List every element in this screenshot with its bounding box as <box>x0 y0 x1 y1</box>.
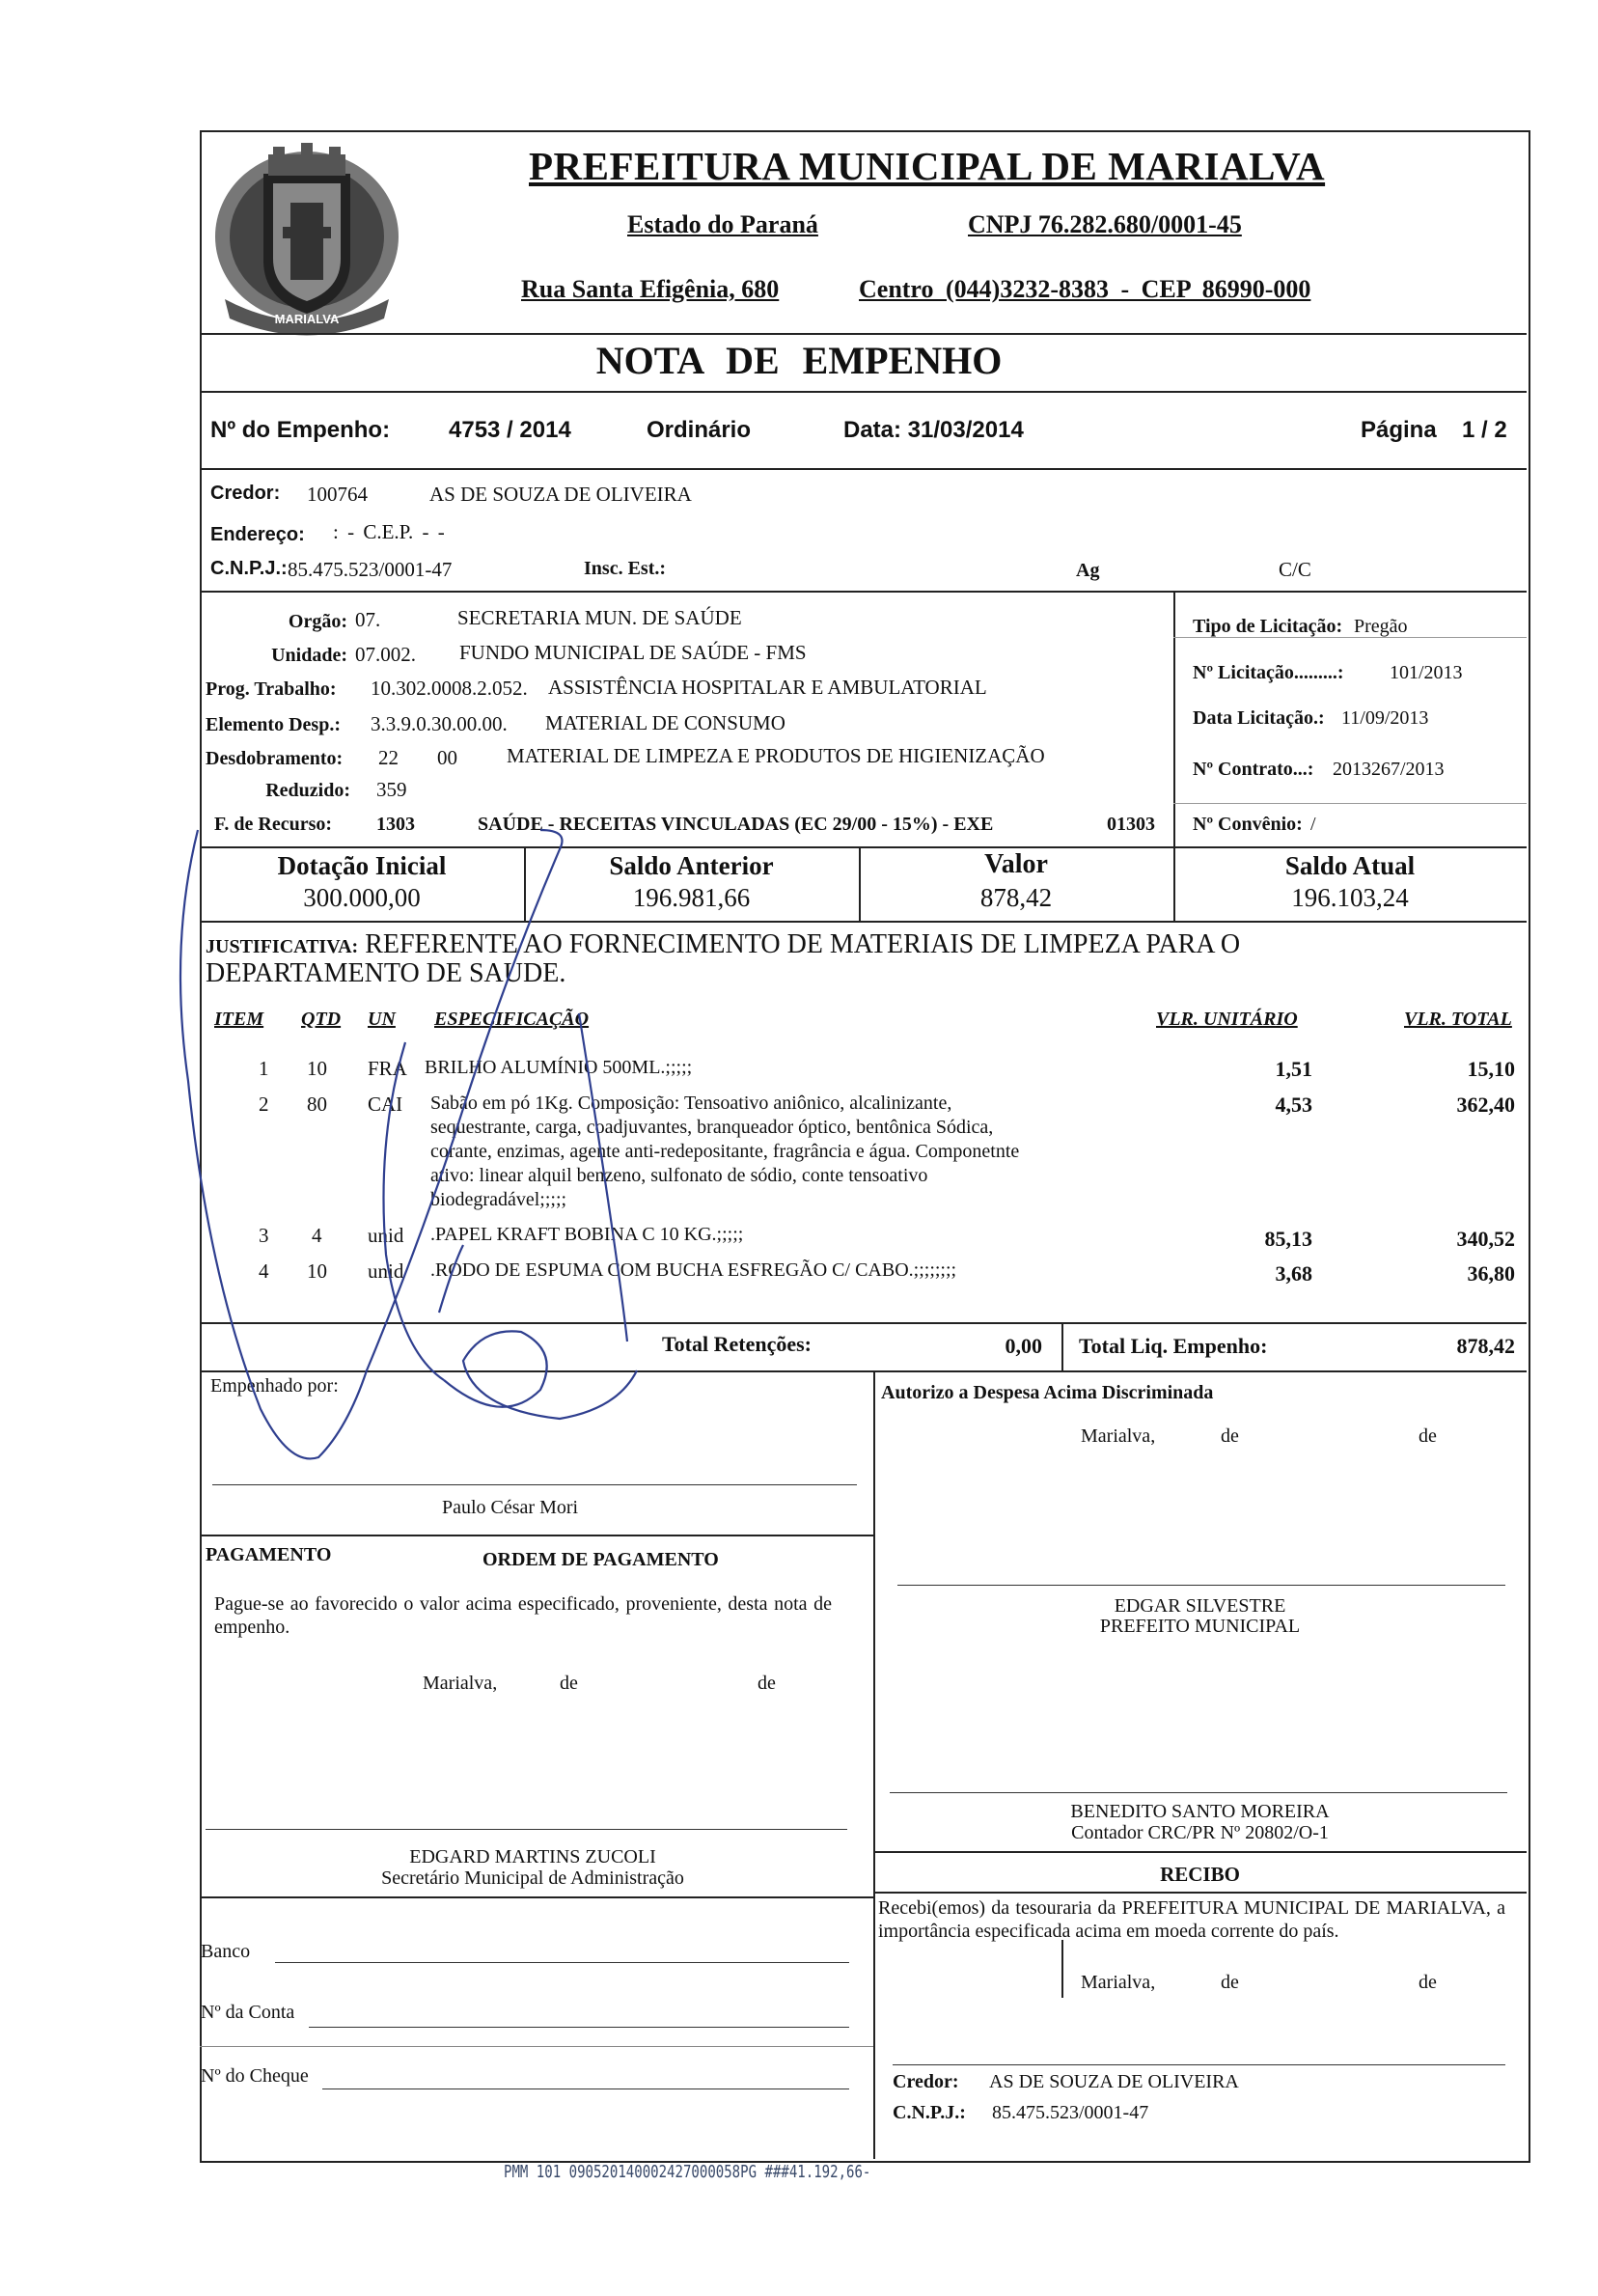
divider <box>1173 637 1527 638</box>
signature-line <box>890 1792 1507 1793</box>
data-licitacao-value: 11/09/2013 <box>1341 707 1429 729</box>
num-licitacao-value: 101/2013 <box>1390 662 1463 683</box>
divider <box>200 1535 873 1536</box>
banco-field <box>275 1962 849 1963</box>
pagamento-label: PAGAMENTO <box>206 1544 332 1565</box>
col-spec: ESPECIFICAÇÃO <box>434 1009 590 1030</box>
cnpj-value: 85.475.523/0001-47 <box>288 558 453 581</box>
divider <box>873 1892 1527 1894</box>
credor-footer-cnpj-label: C.N.P.J.: <box>893 2102 966 2123</box>
divider <box>200 468 1527 470</box>
elemento-name: MATERIAL DE CONSUMO <box>545 711 785 734</box>
cheque-label: Nº do Cheque <box>201 2065 309 2087</box>
header-cnpj: CNPJ 76.282.680/0001-45 <box>968 210 1242 238</box>
item-spec-line: biodegradável;;;;; <box>430 1189 567 1210</box>
municipality-title: PREFEITURA MUNICIPAL DE MARIALVA <box>529 144 1326 188</box>
retencoes-value: 0,00 <box>1005 1334 1042 1358</box>
insc-est-label: Insc. Est.: <box>584 558 667 579</box>
item-spec-line: ativo: linear alquil benzeno, sulfonato de sódio, conte tensoativo <box>430 1165 928 1186</box>
saldo-atual-label: Saldo Atual <box>1284 851 1416 880</box>
item-spec-line: .RODO DE ESPUMA COM BUCHA ESFREGÃO C/ CABO.;;;;;;;; <box>430 1259 957 1281</box>
signature-line <box>897 1585 1505 1586</box>
item-number: 4 <box>259 1259 269 1283</box>
convenio-value: / <box>1310 814 1316 835</box>
signature-line <box>212 1484 857 1485</box>
saldo-atual-value: 196.103,24 <box>1291 883 1409 912</box>
justificativa-line2: DEPARTAMENTO DE SAUDE. <box>206 958 566 988</box>
recibo-city: Marialva, <box>1081 1972 1156 1993</box>
header-address: Centro (044)3232-8383 - CEP 86990-000 <box>859 275 1311 303</box>
prog-code: 10.302.0008.2.052. <box>371 677 528 700</box>
empenho-label: Nº do Empenho: <box>210 417 391 443</box>
conta-field <box>309 2027 849 2028</box>
conta-label: Nº da Conta <box>201 2002 295 2023</box>
contrato-value: 2013267/2013 <box>1333 759 1445 780</box>
recibo-de2: de <box>1419 1972 1437 1993</box>
col-item: ITEM <box>214 1009 264 1030</box>
credor-footer-label: Credor: <box>893 2071 959 2092</box>
contador-title: Contador CRC/PR Nº 20802/O-1 <box>1071 1822 1329 1843</box>
empenho-type: Ordinário <box>647 417 752 443</box>
col-unit: VLR. UNITÁRIO <box>1156 1009 1298 1030</box>
divider <box>200 1322 1527 1324</box>
item-un: unid <box>368 1259 404 1283</box>
orgao-label: Orgão: <box>288 611 347 632</box>
empenho-number: 4753 / 2014 <box>449 417 571 443</box>
item-un: FRA <box>368 1057 407 1080</box>
divider <box>1173 591 1175 846</box>
agency-label: Ag <box>1076 560 1100 581</box>
item-number: 3 <box>259 1224 269 1247</box>
divider <box>873 1370 875 2159</box>
item-spec-line: BRILHO ALUMÍNIO 500ML.;;;;; <box>425 1057 693 1078</box>
pagamento-de2: de <box>758 1673 776 1694</box>
autorizo-de1: de <box>1221 1425 1239 1447</box>
credor-footer-name: AS DE SOUZA DE OLIVEIRA <box>989 2071 1239 2092</box>
item-qtd: 4 <box>312 1224 322 1247</box>
municipal-crest-icon <box>206 135 408 338</box>
recibo-label: RECIBO <box>1160 1863 1240 1886</box>
justificativa-label: JUSTIFICATIVA: <box>206 936 359 957</box>
state-name: Estado do Paraná <box>627 210 818 238</box>
divider <box>1173 803 1527 804</box>
secretario-name: EDGARD MARTINS ZUCOLI <box>409 1846 656 1867</box>
unidade-label: Unidade: <box>271 645 347 666</box>
valor-label: Valor <box>984 849 1048 879</box>
signature-line <box>206 1829 847 1830</box>
empenhado-name: Paulo César Mori <box>442 1497 579 1518</box>
credor-name: AS DE SOUZA DE OLIVEIRA <box>429 483 692 506</box>
dotacao-value: 300.000,00 <box>303 883 421 912</box>
elemento-label: Elemento Desp.: <box>206 714 341 735</box>
item-unit-price: 1,51 <box>1275 1057 1312 1081</box>
item-un: CAI <box>368 1093 403 1116</box>
desdobramento-label: Desdobramento: <box>206 748 344 769</box>
item-spec-line: .PAPEL KRAFT BOBINA C 10 KG.;;;;; <box>430 1224 744 1245</box>
divider <box>1061 1322 1063 1370</box>
address-label: Endereço: <box>210 524 305 545</box>
reduzido-code: 359 <box>376 778 407 801</box>
item-qtd: 10 <box>307 1057 327 1080</box>
account-label: C/C <box>1279 558 1311 581</box>
divider <box>200 921 1527 923</box>
total-liq-label: Total Liq. Empenho: <box>1079 1334 1268 1358</box>
autorizo-label: Autorizo a Despesa Acima Discriminada <box>881 1382 1214 1403</box>
cnpj-label: C.N.P.J.: <box>210 558 288 579</box>
recurso-code2: 01303 <box>1107 814 1155 835</box>
item-unit-price: 3,68 <box>1275 1261 1312 1286</box>
saldo-anterior-label: Saldo Anterior <box>609 851 774 880</box>
divider <box>200 591 1527 593</box>
divider <box>200 1370 1527 1372</box>
item-total: 362,40 <box>1456 1093 1515 1117</box>
credor-label: Credor: <box>210 483 281 504</box>
prefeito-title: PREFEITO MUNICIPAL <box>1099 1616 1301 1637</box>
footer-code: PMM 101 090520140002427000058PG ###41.192,66- <box>504 2162 871 2182</box>
divider <box>200 846 1527 848</box>
item-number: 2 <box>259 1093 269 1116</box>
saldo-anterior-value: 196.981,66 <box>632 883 751 912</box>
divider <box>873 1851 1527 1853</box>
tipo-licitacao-value: Pregão <box>1354 616 1408 637</box>
pagamento-city: Marialva, <box>423 1673 498 1694</box>
total-liq-value: 878,42 <box>1456 1334 1515 1358</box>
divider <box>1061 1940 1063 1998</box>
orgao-name: SECRETARIA MUN. DE SAÚDE <box>457 606 742 629</box>
elemento-code: 3.3.9.0.30.00.00. <box>371 712 508 735</box>
prog-name: ASSISTÊNCIA HOSPITALAR E AMBULATORIAL <box>548 676 987 699</box>
empenhado-label: Empenhado por: <box>210 1375 339 1397</box>
unidade-code: 07.002. <box>355 643 416 666</box>
divider <box>200 391 1527 393</box>
item-spec-line: Sabão em pó 1Kg. Composição: Tensoativo aniônico, alcalinizante, <box>430 1093 952 1114</box>
item-total: 15,10 <box>1467 1057 1515 1081</box>
header-street: Rua Santa Efigênia, 680 <box>521 275 780 303</box>
valor-value: 878,42 <box>979 883 1053 912</box>
credor-code: 100764 <box>307 483 368 506</box>
recurso-label: F. de Recurso: <box>214 814 333 835</box>
item-total: 36,80 <box>1467 1261 1515 1286</box>
desdobramento-name: MATERIAL DE LIMPEZA E PRODUTOS DE HIGIENIZAÇÃO <box>507 744 1045 767</box>
prog-label: Prog. Trabalho: <box>206 678 337 700</box>
recurso-name: SAÚDE - RECEITAS VINCULADAS (EC 29/00 - 15%) - EXE <box>478 814 994 835</box>
credor-footer-cnpj: 85.475.523/0001-47 <box>992 2102 1149 2123</box>
item-spec-line: sequestrante, carga, coadjuvantes, branqueador óptico, bentônica Sódica, <box>430 1117 994 1138</box>
num-licitacao-label: Nº Licitação.........: <box>1193 662 1344 683</box>
divider <box>200 333 1527 335</box>
recurso-code: 1303 <box>376 814 415 835</box>
data-licitacao-label: Data Licitação.: <box>1193 707 1325 729</box>
item-number: 1 <box>259 1057 269 1080</box>
divider <box>200 2046 873 2047</box>
item-unit-price: 85,13 <box>1264 1227 1312 1251</box>
divider <box>200 1896 873 1898</box>
col-total: VLR. TOTAL <box>1404 1009 1512 1030</box>
page-label: Página <box>1361 417 1437 443</box>
autorizo-de2: de <box>1419 1425 1437 1447</box>
dotacao-label: Dotação Inicial <box>277 851 447 880</box>
item-total: 340,52 <box>1456 1227 1515 1251</box>
document-title: NOTA DE EMPENHO <box>595 339 1003 382</box>
svg-text:MARIALVA: MARIALVA <box>274 312 340 326</box>
justificativa-text: REFERENTE AO FORNECIMENTO DE MATERIAIS DE LIMPEZA PARA O <box>365 929 1241 959</box>
tipo-licitacao-label: Tipo de Licitação: <box>1193 616 1343 637</box>
address-value: : - C.E.P. - - <box>333 520 445 543</box>
pagamento-text: Pague-se ao favorecido o valor acima especificado, proveniente, desta nota de empenho. <box>214 1593 832 1638</box>
desdobramento-sub: 00 <box>437 746 457 769</box>
item-qtd: 10 <box>307 1259 327 1283</box>
autorizo-city: Marialva, <box>1081 1425 1156 1447</box>
item-spec-line: corante, enzimas, agente anti-redepositante, fragrância e água. Componetnte <box>430 1141 1020 1162</box>
ordem-pagamento-label: ORDEM DE PAGAMENTO <box>482 1549 719 1570</box>
convenio-label: Nº Convênio: <box>1193 814 1303 835</box>
unidade-name: FUNDO MUNICIPAL DE SAÚDE - FMS <box>459 641 807 664</box>
prefeito-name: EDGAR SILVESTRE <box>1114 1595 1286 1617</box>
item-qtd: 80 <box>307 1093 327 1116</box>
contador-name: BENEDITO SANTO MOREIRA <box>1070 1801 1330 1822</box>
reduzido-label: Reduzido: <box>265 780 350 801</box>
retencoes-label: Total Retenções: <box>662 1332 812 1356</box>
col-qtd: QTD <box>301 1009 342 1030</box>
banco-label: Banco <box>201 1941 251 1962</box>
signature-line <box>893 2064 1505 2065</box>
col-un: UN <box>368 1009 396 1030</box>
pagamento-de1: de <box>560 1673 578 1694</box>
contrato-label: Nº Contrato...: <box>1193 759 1314 780</box>
recibo-de1: de <box>1221 1972 1239 1993</box>
recibo-text: Recebi(emos) da tesouraria da PREFEITURA MUNICIPAL DE MARIALVA, a importância especificada acima em moeda corrente do país. <box>878 1897 1505 1942</box>
empenho-date: Data: 31/03/2014 <box>843 417 1024 443</box>
orgao-code: 07. <box>355 608 381 631</box>
page-number: 1 / 2 <box>1462 417 1507 443</box>
item-unit-price: 4,53 <box>1275 1093 1312 1117</box>
justificativa-line1 <box>206 929 1240 960</box>
item-un: unid <box>368 1224 404 1247</box>
secretario-title: Secretário Municipal de Administração <box>381 1867 684 1889</box>
desdobramento-code: 22 <box>378 746 399 769</box>
